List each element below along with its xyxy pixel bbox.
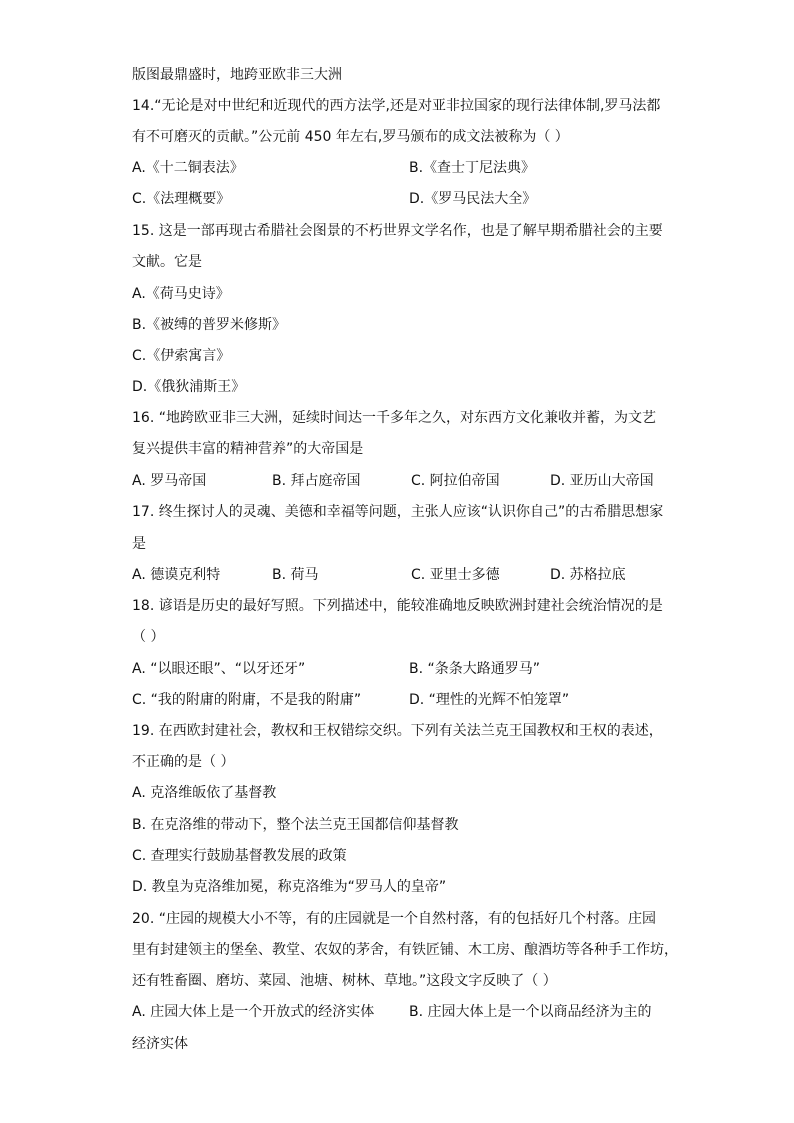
q20-option-b: B. 庄园大体上是一个以商品经济为主的 bbox=[409, 1004, 652, 1020]
q16-option-a: A. 罗马帝国 bbox=[132, 473, 207, 489]
q14-stem-line-2: 有不可磨灭的贡献。”公元前 450 年左右,罗马颁布的成文法被称为（ ） bbox=[132, 129, 569, 145]
q18-stem-line-1: 18. 谚语是历史的最好写照。下列描述中，能较准确地反映欧洲封建社会统治情况的是 bbox=[132, 598, 663, 614]
q15-option-d: D.《俄狄浦斯王》 bbox=[132, 379, 246, 395]
q20-stem-line-3: 还有牲畜圈、磨坊、菜园、池塘、树林、草地。”这段文字反映了（ ） bbox=[132, 973, 557, 989]
q17-stem-line-2: 是 bbox=[132, 536, 146, 552]
q17-option-d: D. 苏格拉底 bbox=[550, 567, 626, 583]
q14-option-c: C.《法理概要》 bbox=[132, 191, 231, 207]
q17-stem-line-1: 17. 终生探讨人的灵魂、美德和幸福等问题，主张人应该“认识你自己”的古希腊思想家 bbox=[132, 504, 664, 520]
q20-option-b-continued: 经济实体 bbox=[132, 1036, 188, 1052]
q18-stem-line-2: （ ） bbox=[132, 629, 165, 645]
q15-option-b: B.《被缚的普罗米修斯》 bbox=[132, 317, 287, 333]
q14-option-b: B.《查士丁尼法典》 bbox=[409, 160, 536, 176]
q17-option-a: A. 德谟克利特 bbox=[132, 567, 221, 583]
previous-question-tail: 版图最鼎盛时，地跨亚欧非三大洲 bbox=[132, 67, 342, 83]
q16-stem-line-1: 16. “地跨欧亚非三大洲，延续时间达一千多年之久，对东西方文化兼收并蓄，为文艺 bbox=[132, 410, 656, 426]
q19-stem-line-2: 不正确的是（ ） bbox=[132, 754, 235, 770]
q18-option-d: D. “理性的光辉不怕笼罩” bbox=[409, 692, 570, 708]
q19-stem-line-1: 19. 在西欧封建社会，教权和王权错综交织。下列有关法兰克王国教权和王权的表述， bbox=[132, 723, 663, 739]
q18-option-b: B. “条条大路通罗马” bbox=[409, 661, 541, 677]
q14-stem-line-1: 14.“无论是对中世纪和近现代的西方法学,还是对亚非拉国家的现行法律体制,罗马法都 bbox=[132, 98, 661, 114]
q15-option-c: C.《伊索寓言》 bbox=[132, 348, 231, 364]
q18-option-a: A. “以眼还眼”、“以牙还牙” bbox=[132, 661, 306, 677]
q15-stem-line-2: 文献。它是 bbox=[132, 254, 202, 270]
q20-option-a: A. 庄园大体上是一个开放式的经济实体 bbox=[132, 1004, 375, 1020]
q20-stem-line-2: 里有封建领主的堡垒、教堂、农奴的茅舍，有铁匠铺、木工房、酿酒坊等各种手工作坊， bbox=[132, 942, 678, 958]
q15-option-a: A.《荷马史诗》 bbox=[132, 286, 230, 302]
q20-stem-line-1: 20. “庄园的规模大小不等，有的庄园就是一个自然村落，有的包括好几个村落。庄园 bbox=[132, 911, 656, 927]
q19-option-a: A. 克洛维皈依了基督教 bbox=[132, 785, 277, 801]
q17-option-b: B. 荷马 bbox=[272, 567, 319, 583]
q16-option-b: B. 拜占庭帝国 bbox=[272, 473, 361, 489]
q14-option-a: A.《十二铜表法》 bbox=[132, 160, 244, 176]
q14-option-d: D.《罗马民法大全》 bbox=[409, 191, 537, 207]
q18-option-c: C. “我的附庸的附庸，不是我的附庸” bbox=[132, 692, 362, 708]
q19-option-d: D. 教皇为克洛维加冕，称克洛维为“罗马人的皇帝” bbox=[132, 879, 447, 895]
q16-option-c: C. 阿拉伯帝国 bbox=[411, 473, 500, 489]
q17-option-c: C. 亚里士多德 bbox=[411, 567, 500, 583]
q19-option-c: C. 查理实行鼓励基督教发展的政策 bbox=[132, 848, 347, 864]
q15-stem-line-1: 15. 这是一部再现古希腊社会图景的不朽世界文学名作，也是了解早期希腊社会的主要 bbox=[132, 223, 663, 239]
q16-option-d: D. 亚历山大帝国 bbox=[550, 473, 654, 489]
q19-option-b: B. 在克洛维的带动下，整个法兰克王国都信仰基督教 bbox=[132, 817, 459, 833]
q16-stem-line-2: 复兴提供丰富的精神营养”的大帝国是 bbox=[132, 441, 364, 457]
